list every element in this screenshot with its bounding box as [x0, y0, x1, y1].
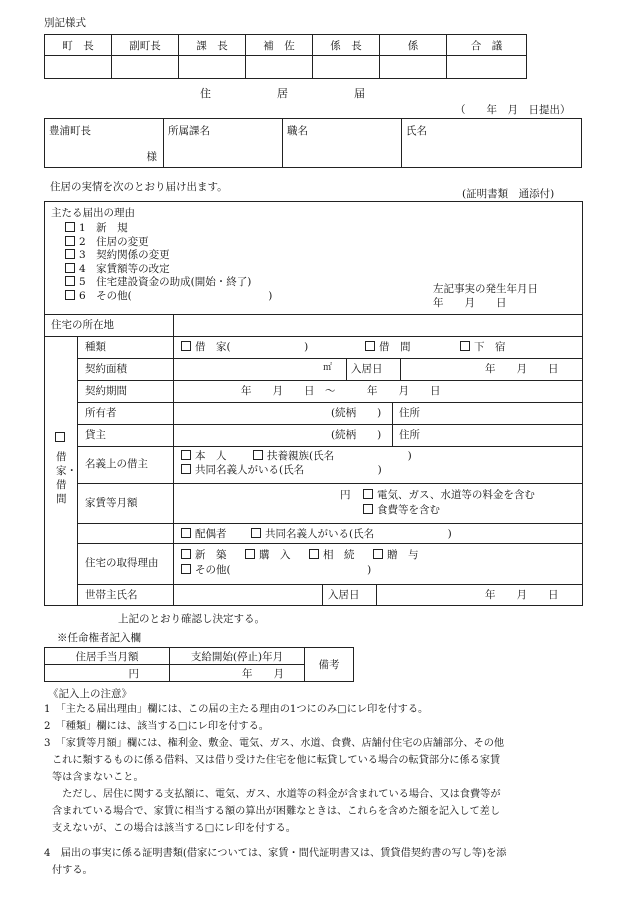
checkbox-icon	[65, 249, 75, 259]
rent-option[interactable]: 食費等を含む	[363, 504, 440, 518]
area-unit: ㎡	[323, 363, 333, 373]
header-label: 別記様式	[44, 17, 86, 29]
acq-label: 住宅の取得理由	[85, 557, 159, 569]
approval-head: 係 長	[313, 35, 380, 56]
recipient-table	[44, 118, 582, 168]
spouse-option[interactable]: 配偶者	[181, 528, 227, 542]
checkbox-icon	[365, 341, 375, 351]
approval-head: 係	[380, 35, 447, 56]
cert-note: (証明書類 通添付)	[462, 188, 555, 200]
checkbox-icon	[65, 290, 75, 300]
confirm-text: 上記のとおり確認し決定する。	[118, 613, 265, 625]
checkbox-icon	[65, 236, 75, 246]
approval-head: 補 佐	[246, 35, 313, 56]
acq-option[interactable]: その他( )	[181, 564, 371, 578]
owner-label: 所有者	[85, 407, 117, 419]
approval-head: 合 議	[447, 35, 527, 56]
type-option[interactable]: 借 家( )	[181, 341, 308, 355]
occurrence-label: 左記事実の発生年月日	[433, 283, 538, 295]
acq-option[interactable]: 贈 与	[373, 549, 419, 563]
note-line: ただし、居住に関する支払額に、電気、ガス、水道等の料金が含まれている場合、又は食費等が	[52, 789, 501, 800]
period-field[interactable]: 年 月 日 ～ 年 月 日	[241, 385, 441, 397]
spouse-option[interactable]: 共同名義人がいる(氏名 )	[251, 528, 452, 542]
acq-option[interactable]: 新 築	[181, 549, 227, 563]
reasons-box	[44, 201, 583, 315]
approval-head: 町 長	[45, 35, 112, 56]
reason-option[interactable]: 1 新 規	[65, 222, 272, 236]
reason-option[interactable]: 5 住宅建設資金の助成(開始・終了)	[65, 276, 272, 290]
checkbox-icon	[373, 549, 383, 559]
lessee-option[interactable]: 本 人	[181, 450, 227, 464]
checkbox-icon	[65, 222, 75, 232]
reason-option[interactable]: 4 家賃額等の改定	[65, 263, 272, 277]
checkbox-icon	[363, 489, 373, 499]
reason-option[interactable]: 6 その他( )	[65, 290, 272, 304]
submitted-date: （ 年 月 日提出）	[455, 104, 571, 116]
approval-stamp-cell[interactable]	[447, 56, 527, 79]
rent-label: 家賃等月額	[85, 497, 138, 509]
side-label: 借家・借間	[56, 451, 77, 505]
owner-address-label: 住所	[399, 407, 420, 419]
checkbox-icon	[65, 263, 75, 273]
checkbox-icon	[181, 450, 191, 460]
note-line: 支えないが、この場合は該当する□にレ印を付する。	[52, 823, 296, 834]
approval-stamp-cell[interactable]	[112, 56, 179, 79]
householder-move-in-label: 入居日	[328, 589, 360, 601]
checkbox-icon	[181, 464, 191, 474]
mayor-label: 豊浦町長	[49, 125, 91, 137]
allowance-field[interactable]: 円	[45, 665, 170, 682]
type-option[interactable]: 借 間	[365, 341, 411, 355]
start-label: 支給開始(停止)年月	[170, 648, 305, 665]
note-line: 3 「家賃等月額」欄には、権利金、敷金、電気、ガス、水道、食費、店舗付住宅の店舗部分、その他	[44, 738, 505, 749]
approval-stamp-cell[interactable]	[380, 56, 447, 79]
householder-date-field[interactable]: 年 月 日	[485, 589, 559, 601]
note-line: 含まれている場合で、家賃に相当する額の算出が困難なときは、これらを含めた額を記入して差し	[52, 806, 501, 817]
checkbox-icon	[181, 528, 191, 538]
lessee-label: 名義上の借主	[85, 458, 148, 470]
checkbox-icon	[245, 549, 255, 559]
approval-stamp-cell[interactable]	[179, 56, 246, 79]
reason-option[interactable]: 3 契約関係の変更	[65, 249, 272, 263]
rent-option[interactable]: 電気、ガス、水道等の料金を含む	[363, 489, 535, 503]
approval-stamp-cell[interactable]	[313, 56, 380, 79]
remarks-label: 備考	[305, 648, 354, 682]
page-title: 住 居 届	[200, 87, 365, 100]
dept-field[interactable]: 所属課名	[164, 119, 283, 168]
landlord-relation[interactable]: (続柄 )	[331, 429, 382, 441]
move-in-date-field[interactable]: 年 月 日	[485, 363, 559, 375]
acq-option[interactable]: 相 続	[309, 549, 355, 563]
honorific: 様	[146, 151, 157, 163]
checkbox-icon	[181, 549, 191, 559]
housing-grid	[44, 314, 583, 606]
householder-label: 世帯主氏名	[85, 589, 138, 601]
location-label: 住宅の所在地	[51, 319, 114, 331]
side-checkbox[interactable]	[55, 432, 69, 444]
approval-stamp-cell[interactable]	[246, 56, 313, 79]
note-line: 4 届出の事実に係る証明書類(借家については、家賃・間代証明書又は、賃貸借契約書の写し等)を添	[44, 848, 507, 859]
landlord-address-label: 住所	[399, 429, 420, 441]
checkbox-icon	[55, 432, 65, 442]
reason-option[interactable]: 2 住居の変更	[65, 236, 272, 250]
approval-head: 副町長	[112, 35, 179, 56]
allowance-label: 住居手当月額	[45, 648, 170, 665]
lessee-option[interactable]: 扶養親族(氏名 )	[253, 450, 412, 464]
checkbox-icon	[181, 564, 191, 574]
note-line: 1 「主たる届出理由」欄には、この届の主たる理由の1つにのみ□にレ印を付する。	[44, 704, 429, 715]
name-field[interactable]: 氏名	[402, 119, 582, 168]
reasons-heading: 主たる届出の理由	[51, 207, 135, 219]
checkbox-icon	[253, 450, 263, 460]
start-field[interactable]: 年 月	[170, 665, 305, 682]
notes-heading: 《記入上の注意》	[48, 688, 132, 700]
move-in-label: 入居日	[351, 363, 383, 375]
note-line: これに類するものに係る借料、又は借り受けた住宅を他に転貸している場合の転貸部分に係る家賃	[52, 755, 501, 766]
mayor-cell	[45, 119, 164, 168]
checkbox-icon	[309, 549, 319, 559]
period-label: 契約期間	[85, 385, 127, 397]
checkbox-icon	[460, 341, 470, 351]
lessee-option[interactable]: 共同名義人がいる(氏名 )	[181, 464, 382, 478]
checkbox-icon	[363, 504, 373, 514]
title-field[interactable]: 職名	[283, 119, 402, 168]
approval-head: 課 長	[179, 35, 246, 56]
area-label: 契約面積	[85, 363, 127, 375]
note-line: 付する。	[52, 865, 93, 876]
note-line: 2 「種類」欄には、該当する□にレ印を付する。	[44, 721, 269, 732]
acq-option[interactable]: 購 入	[245, 549, 291, 563]
type-option[interactable]: 下 宿	[460, 341, 506, 355]
landlord-label: 貸主	[85, 429, 106, 441]
checkbox-icon	[251, 528, 261, 538]
owner-relation[interactable]: (続柄 )	[331, 407, 382, 419]
authority-heading: ※任命権者記入欄	[57, 632, 141, 644]
approval-table	[44, 34, 527, 79]
checkbox-icon	[181, 341, 191, 351]
rent-yen: 円	[340, 489, 351, 501]
type-label: 種類	[85, 341, 106, 353]
intro-text: 住居の実情を次のとおり届け出ます。	[50, 181, 228, 193]
note-line: 等は含まないこと。	[52, 772, 144, 783]
approval-stamp-cell[interactable]	[45, 56, 112, 79]
location-field[interactable]	[175, 315, 580, 335]
occurrence-date-field[interactable]: 年 月 日	[433, 297, 507, 309]
checkbox-icon	[65, 276, 75, 286]
authority-table	[44, 647, 611, 682]
remarks-field[interactable]	[354, 648, 612, 682]
